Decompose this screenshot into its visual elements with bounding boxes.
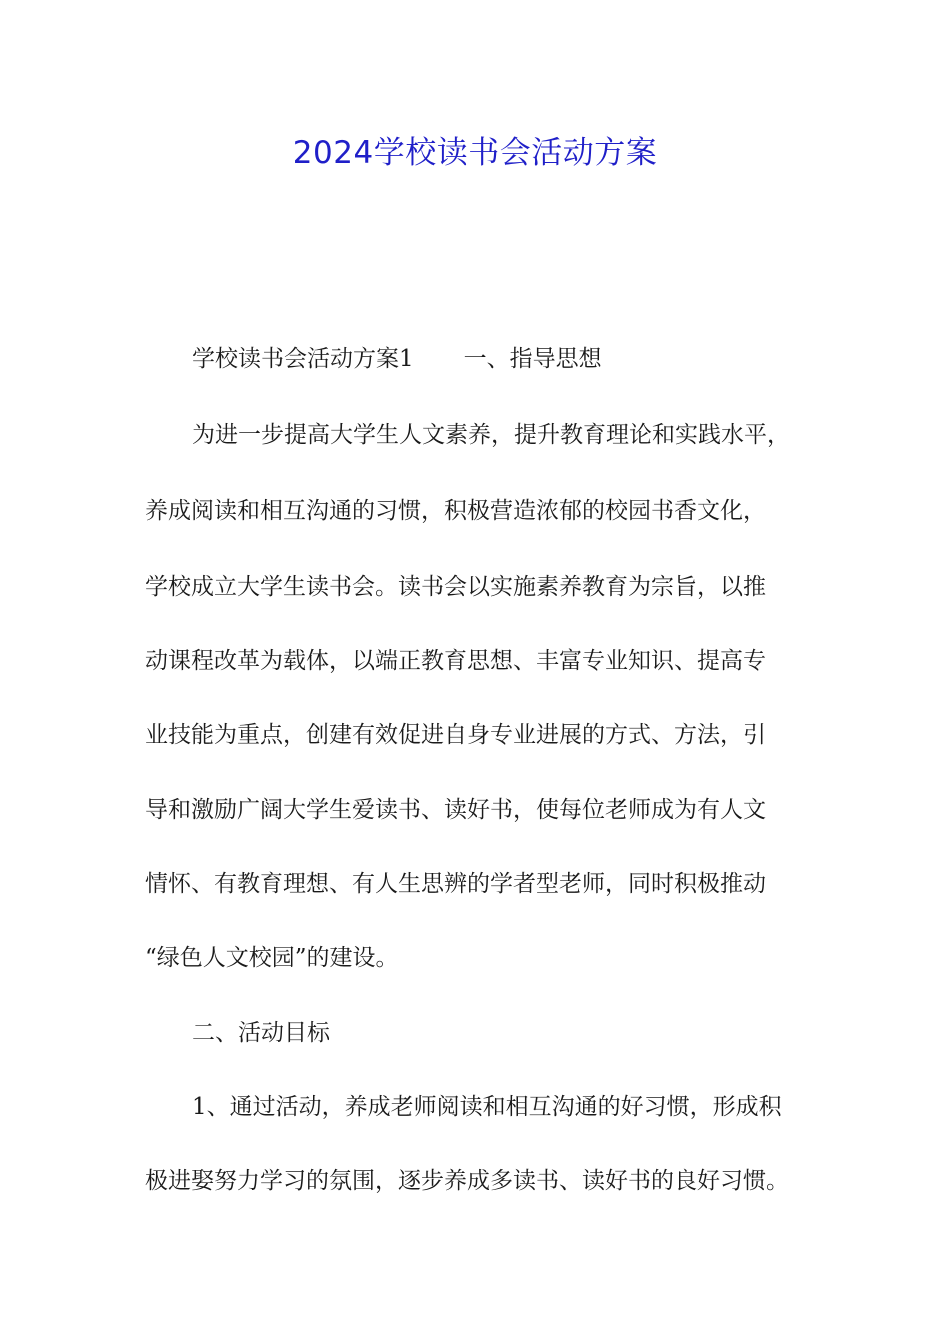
intro-label: 学校读书会活动方案1 xyxy=(192,346,414,372)
paragraph-line: 业技能为重点，创建有效促进自身专业进展的方式、方法，引 xyxy=(145,722,766,748)
paragraph-line: 情怀、有教育理想、有人生思辨的学者型老师，同时积极推动 xyxy=(145,871,766,897)
paragraph-line: 养成阅读和相互沟通的习惯，积极营造浓郁的校园书香文化， xyxy=(145,498,766,524)
goal-line: 极进娶努力学习的氛围，逐步养成多读书、读好书的良好习惯。 xyxy=(145,1168,789,1194)
document-title: 2024学校读书会活动方案 xyxy=(292,135,658,171)
paragraph-line: 导和激励广阔大学生爱读书、读好书，使每位老师成为有人文 xyxy=(145,797,766,823)
paragraph-line: 动课程改革为载体，以端正教育思想、丰富专业知识、提高专 xyxy=(145,648,766,674)
paragraph-line: “绿色人文校园”的建设。 xyxy=(145,945,399,971)
section-heading-activity-goals: 二、活动目标 xyxy=(192,1020,330,1046)
paragraph-line: 学校成立大学生读书会。读书会以实施素养教育为宗旨，以推 xyxy=(145,574,766,600)
paragraph-line: 为进一步提高大学生人文素养，提升教育理论和实践水平， xyxy=(192,422,790,448)
intro-line xyxy=(192,342,872,376)
section-heading-guiding-ideology: 一、指导思想 xyxy=(463,346,602,372)
goal-line: 1、通过活动，养成老师阅读和相互沟通的好习惯，形成积 xyxy=(192,1094,782,1120)
